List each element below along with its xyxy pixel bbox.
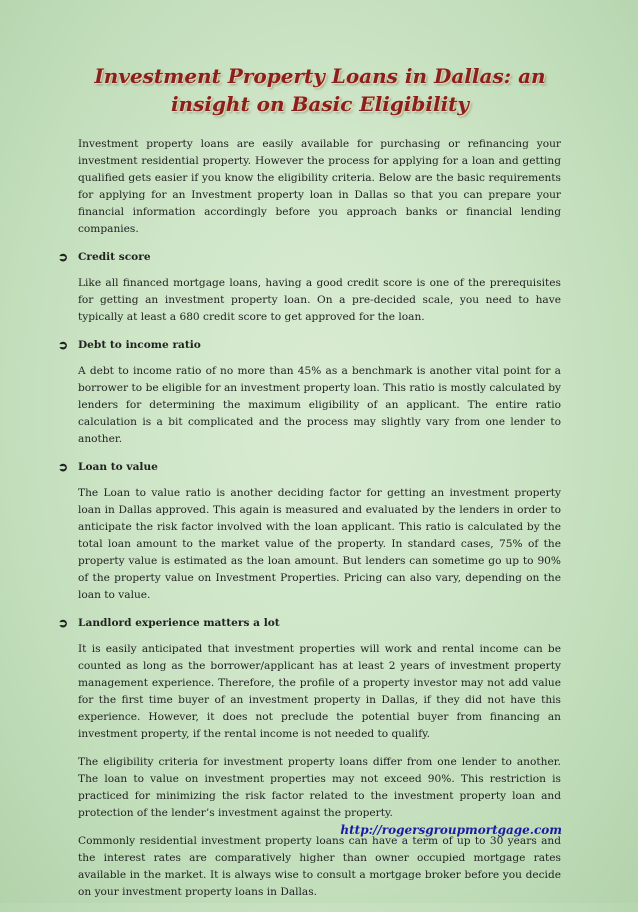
arrow-right-icon: ➲ [58,616,69,630]
arrow-right-icon: ➲ [58,460,69,474]
section-paragraph: Commonly residential investment property loans can have a term of up to 30 years and the interest rates are comparatively higher than owner occupied mortgage rates available in the market. It is always wise to consult a mortgage broker before you decide on your investment property loans in Dallas. [78,835,561,898]
section-heading-label: Credit score [78,251,151,263]
section-heading-credit-score [60,249,561,265]
section-heading-debt-to-income [60,337,561,353]
intro-paragraph: Investment property loans are easily available for purchasing or refinancing your investment residential property. However the process for applying for a loan and getting qualified gets easier if you know the eligibility criteria. Below are the basic requirements for applying for an Investment property loan in Dallas so that you can prepare your financial information accordingly before you approach banks or financial lending companies. [78,138,561,235]
section-heading-label: Debt to income ratio [78,339,201,351]
section-paragraph: A debt to income ratio of no more than 45% as a benchmark is another vital point for a borrower to be eligible for an investment property loan. This ratio is mostly calculated by lenders for determining the maximum eligibility of an applicant. The entire ratio calculation is a bit complicated and the process may slightly vary from one lender to another. [78,365,561,445]
footer-website-link[interactable]: http://rogersgroupmortgage.com [340,823,562,837]
section-heading-loan-to-value [60,459,561,475]
arrow-right-icon: ➲ [58,250,69,264]
section-heading-landlord-experience [60,615,561,631]
section-paragraph: The Loan to value ratio is another deciding factor for getting an investment property loan in Dallas approved. This again is measured and evaluated by the lenders in order to anticipate the risk factor involved with the loan applicant. This ratio is calculated by the total loan amount to the market value of the property. In standard cases, 75% of the property value is estimated as the loan amount. But lenders can sometime go up to 90% of the property value on Investment Properties. Pricing can also vary, depending on the loan to value. [78,487,561,601]
page-title: Investment Property Loans in Dallas: an insight on Basic Eligibility [94,64,546,116]
section-paragraph: Like all financed mortgage loans, having a good credit score is one of the prerequisites for getting an investment property loan. On a pre-decided scale, you need to have typically at least a 680 credit score to get approved for the loan. [78,277,561,323]
section-heading-label: Loan to value [78,461,158,473]
document-body [58,136,561,912]
section-paragraph: It is easily anticipated that investment properties will work and rental income can be counted as long as the borrower/applicant has at least 2 years of investment property management experience. Therefore, the profile of a property investor may not add value for the first time buyer of an investment property in Dallas, if they did not have this experience. However, it does not preclude the potential buyer from financing an investment property, if the rental income is not needed to qualify. [78,643,561,740]
section-heading-label: Landlord experience matters a lot [78,617,280,629]
section-paragraph: The eligibility criteria for investment property loans differ from one lender to another. The loan to value on investment properties may not exceed 90%. This restriction is practiced for minimizing the risk factor related to the investment property loan and protection of the lender’s investment against the property. [78,756,561,819]
arrow-right-icon: ➲ [58,338,69,352]
